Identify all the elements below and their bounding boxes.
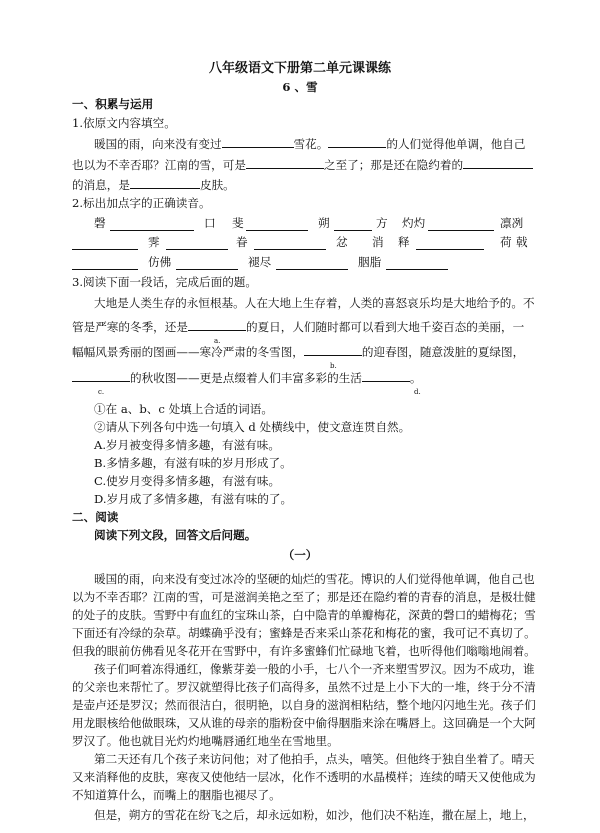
pinyin-char: 胭脂 (358, 255, 382, 269)
passage-line: 不知道算什么，而嘴上的胭脂也褪尽了。 (72, 788, 281, 802)
passage-line: 以为不幸否耶？江南的雪，可是滋润美艳之至了；那是还在隐约着的青春的消息，是极壮健 (72, 590, 536, 604)
answer-blank-c[interactable] (72, 370, 130, 382)
pinyin-blank[interactable] (276, 258, 348, 270)
pinyin-char: 灼灼 (402, 216, 426, 230)
q3-text: 管是严寒的冬季，还是 (72, 320, 188, 334)
passage-line: 孩子们呵着冻得通红，像紫芽姜一般的小手，七八个一齐来塑雪罗汉。因为不成功，谁 (94, 662, 535, 676)
q1-text: 暖国的雨，向来没有变过 (94, 137, 222, 151)
q3-paragraph-line (72, 344, 524, 359)
answer-blank[interactable] (130, 177, 200, 189)
page-title: 八年级语文下册第二单元课课练 (208, 61, 391, 76)
pinyin-char: 眷 (236, 235, 248, 249)
pinyin-blank[interactable] (246, 219, 308, 231)
blank-label-d: d. (414, 388, 421, 396)
lesson-subtitle: 6 、雪 (282, 80, 318, 94)
pinyin-char: 方 (376, 216, 388, 230)
q1-text: 雪花。 (293, 137, 329, 151)
answer-blank[interactable] (463, 157, 533, 169)
answer-blank[interactable] (246, 157, 324, 169)
question-3-prompt: 3.阅读下面一段话，完成后面的题。 (72, 275, 257, 289)
option-c[interactable]: C.使岁月变得多情多趣，有滋有味。 (94, 474, 281, 488)
passage-part-label: （一） (282, 548, 318, 562)
passage-line: 的父亲也来帮忙了。罗汉就塑得比孩子们高得多，虽然不过是上小下大的一堆，终于分不清 (72, 680, 536, 694)
pinyin-char: 磬 (94, 216, 106, 230)
passage-line: 暖国的雨，向来没有变过冰冷的坚硬的灿烂的雪花。博识的人们觉得他单调，他自己也 (94, 572, 535, 586)
pinyin-char: 褪尽 (248, 255, 272, 269)
passage-line: 用龙眼核给他做眼珠，又从谁的母亲的脂粉奁中偷得胭脂来涂在嘴唇上。这回确是一个大阿 (72, 716, 536, 730)
pinyin-blank[interactable] (416, 238, 484, 250)
pinyin-char: 戟 (516, 235, 528, 249)
passage-line: 第二天还有几个孩子来访问他；对了他拍手，点头，嘻笑。但他终于独自坐着了。晴天 (94, 752, 535, 766)
q3-text: 幅幅风景秀丽的图画——寒冷严肃的冬雪图， (72, 345, 304, 359)
pinyin-blank[interactable] (334, 219, 372, 231)
section-heading-2: 二、阅读 (72, 510, 119, 524)
q1-text: 也以为不幸否耶？江南的雪，可是 (72, 158, 246, 172)
blank-label-b: b. (330, 362, 337, 370)
q3-subquestion-2: ②请从下列各句中选一句填入 d 处横线中，使文意连贯自然。 (94, 420, 411, 434)
reading-instruction: 阅读下列文段，回答文后问题。 (94, 528, 257, 542)
pinyin-char: 斐 (232, 216, 244, 230)
question-1-prompt: 1.依原文内容填空。 (72, 116, 176, 130)
q3-text: 的夏日，人们随时都可以看到大地千姿百态的美丽，一 (245, 320, 525, 334)
q1-line-3 (72, 177, 235, 192)
blank-label-c: c. (98, 388, 105, 396)
q1-text: 的人们觉得他单调，他自己 (386, 137, 526, 151)
pinyin-char: 朔 (318, 216, 330, 230)
blank-label-a: a. (214, 337, 221, 345)
q1-text: 皮肤。 (199, 178, 235, 192)
pinyin-char: 凛冽 (500, 216, 524, 230)
q3-text: 的迎春图，随意泼脏的夏绿图， (361, 345, 525, 359)
q3-paragraph-line: 大地是人类生存的永恒根基。人在大地上生存着，人类的喜怒哀乐均是大地给予的。不 (94, 296, 535, 310)
pinyin-char: 仿佛 (148, 255, 172, 269)
passage-line: 又来消释他的皮肤，寒夜又使他结一层冰，化作不透明的水晶模样；连续的晴天又使他成为 (72, 770, 536, 784)
question-2-prompt: 2.标出加点字的正确读音。 (72, 196, 211, 210)
q3-text: 的秋收图——更是点缀着人们丰富多彩的生活 (130, 371, 362, 385)
pinyin-char: 消 (372, 235, 384, 249)
passage-line: 罗汉了。他也就目光灼灼地嘴唇通红地坐在雪地里。 (72, 734, 339, 748)
pinyin-blank[interactable] (72, 258, 138, 270)
pinyin-blank[interactable] (254, 238, 326, 250)
pinyin-blank[interactable] (386, 258, 448, 270)
answer-blank[interactable] (328, 136, 386, 148)
q3-paragraph-line (72, 370, 422, 385)
passage-line: 的处子的皮肤。雪野中有血红的宝珠山茶，白中隐青的单瓣梅花，深黄的磬口的蜡梅花；雪 (72, 608, 536, 622)
option-b[interactable]: B.多情多趣，有滋有味的岁月形成了。 (94, 456, 292, 470)
passage-line: 但我的眼前仿佛看见冬花开在雪野中，有许多蜜蜂们忙碌地飞着，也听得他们嗡嗡地闹着。 (72, 644, 536, 658)
answer-blank-a[interactable] (188, 319, 246, 331)
pinyin-char: 霁 (148, 235, 160, 249)
pinyin-char: 忿 (336, 235, 348, 249)
passage-line: 但是，朔方的雪花在纷飞之后，却永远如粉，如沙，他们决不粘连，撒在屋上，地上， (94, 808, 535, 822)
section-heading-1: 一、积累与运用 (72, 97, 154, 111)
q1-line-2 (72, 157, 533, 172)
option-a[interactable]: A.岁月被变得多情多趣，有滋有味。 (94, 438, 280, 452)
passage-line: 是壶卢还是罗汉；然而很洁白，很明艳，以自身的滋润相粘结，整个地闪闪地生光。孩子们 (72, 698, 536, 712)
pinyin-blank[interactable] (428, 219, 494, 231)
option-d[interactable]: D.岁月成了多情多趣，有滋有味的了。 (94, 492, 293, 506)
pinyin-char: 荷 (500, 235, 512, 249)
pinyin-char: 口 (204, 216, 216, 230)
q1-line-1 (94, 136, 525, 151)
pinyin-char: 释 (398, 235, 410, 249)
answer-blank-d[interactable] (362, 370, 410, 382)
q3-subquestion-1: ①在 a、b、c 处填上合适的词语。 (94, 402, 273, 416)
pinyin-blank[interactable] (176, 258, 238, 270)
answer-blank-b[interactable] (304, 344, 362, 356)
passage-line: 下面还有冷绿的杂草。胡蝶确乎没有；蜜蜂是否来采山茶花和梅花的蜜，我可记不真切了。 (72, 626, 536, 640)
q1-text: 的消息，是 (72, 178, 130, 192)
pinyin-blank[interactable] (72, 238, 138, 250)
q3-text: 。 (409, 371, 422, 385)
answer-blank[interactable] (222, 136, 294, 148)
pinyin-blank[interactable] (110, 219, 194, 231)
q3-paragraph-line (72, 319, 524, 334)
pinyin-blank[interactable] (166, 238, 228, 250)
q1-text: 之至了；那是还在隐约着的 (323, 158, 464, 172)
